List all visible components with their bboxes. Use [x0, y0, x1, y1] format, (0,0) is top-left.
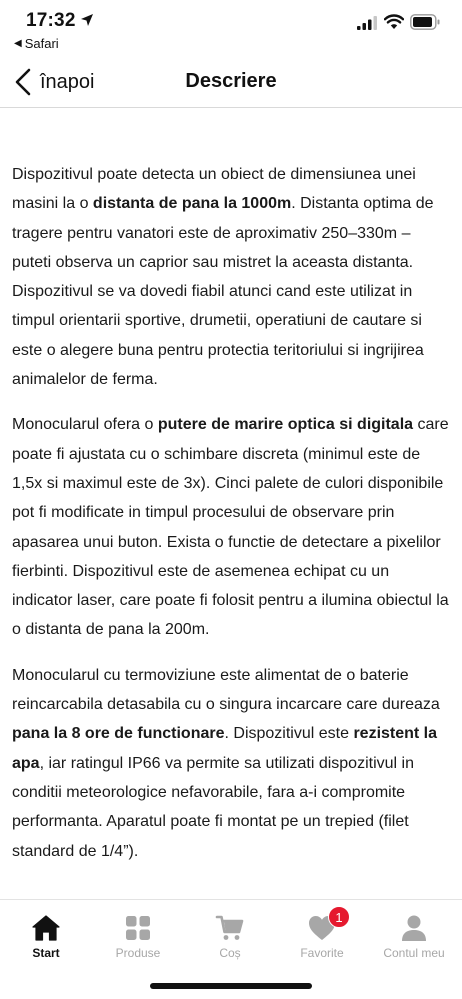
wifi-icon — [384, 14, 404, 30]
home-indicator — [150, 983, 312, 989]
navigation-bar — [0, 58, 462, 108]
home-icon — [31, 914, 61, 942]
tab-label: Produse — [115, 946, 161, 960]
battery-icon — [410, 14, 440, 30]
paragraph-text: , iar ratingul IP66 va permite sa utilizati dispozitivul in conditii meteorologice nefavorabile, fara a-i compromite performanta. Aparatul poate fi montat pe un trepied (filet standard de 1/4”). — [12, 754, 414, 860]
cart-icon — [215, 914, 245, 942]
tab-label: Contul meu — [383, 946, 445, 960]
paragraph-text: . Dispozitivul este — [224, 725, 354, 743]
location-arrow-icon — [80, 13, 94, 27]
tab-label: Start — [32, 946, 60, 960]
paragraph-highlight: pana la 8 ore de functionare — [12, 725, 225, 743]
user-icon — [399, 914, 429, 942]
status-bar — [0, 0, 462, 56]
page-title: Descriere — [185, 70, 277, 92]
description-paragraph — [12, 160, 452, 394]
description-paragraph — [12, 410, 452, 644]
paragraph-text: . Distanta optima de tragere pentru vanatori este de aproximativ 250–330m – puteti observa un caprior sau mistret la aceasta distanta. Dispozitivul se va dovedi fiabil atunci cand este utilizat in timpul orientarii sportive, drumetii, operatiuni de cautare si este o alegere buna pentru protectia teritoriului si ingrijirea animalelor de ferma. — [12, 195, 434, 389]
tab-favorite[interactable] — [276, 910, 368, 960]
paragraph-text: Monocularul cu termoviziune este alimentat de o baterie reincarcabila detasabila cu o singura incarcare care dureaza — [12, 666, 440, 714]
paragraph-text: care poate fi ajustata cu o schimbare discreta (minimul este de 1,5x si maximul este de 3x). Cinci palete de culori disponibile pot fi modificate in timpul procesului de observare prin apasarea unui buton. Exista o functie de detectare a pixelilor fierbinti. Dispozitivul este de asemenea echipat cu un indicator laser, care poate fi folosit pentru a ilumina obiectul la o distanta de pana la 200m. — [12, 416, 449, 639]
tab-label: Favorite — [300, 946, 344, 960]
favorites-count-badge: 1 — [328, 906, 350, 928]
paragraph-text: Monocularul ofera o — [12, 416, 158, 434]
back-label: înapoi — [40, 70, 95, 93]
status-time: 17:32 — [26, 10, 76, 31]
paragraph-text: Dispozitivul poate detecta un obiect de dimensiunea unei masini la o — [12, 166, 416, 213]
tab-label: Coș — [219, 946, 241, 960]
paragraph-highlight: rezistent la apa — [12, 725, 438, 772]
tab-cos[interactable] — [184, 914, 276, 960]
paragraph-highlight: putere de marire optica si digitala — [157, 416, 414, 434]
tab-start[interactable] — [0, 914, 92, 960]
back-triangle-icon: ◀ — [14, 38, 22, 49]
cellular-signal-icon — [357, 16, 377, 30]
tab-produse[interactable] — [92, 914, 184, 960]
back-app-label: Safari — [24, 36, 59, 51]
description-content — [12, 160, 452, 882]
description-paragraph — [12, 661, 452, 866]
grid-icon — [123, 914, 153, 942]
tab-contul-meu[interactable] — [368, 914, 460, 960]
back-to-app-link[interactable] — [14, 36, 59, 51]
paragraph-highlight: distanta de pana la 1000m — [92, 195, 292, 213]
